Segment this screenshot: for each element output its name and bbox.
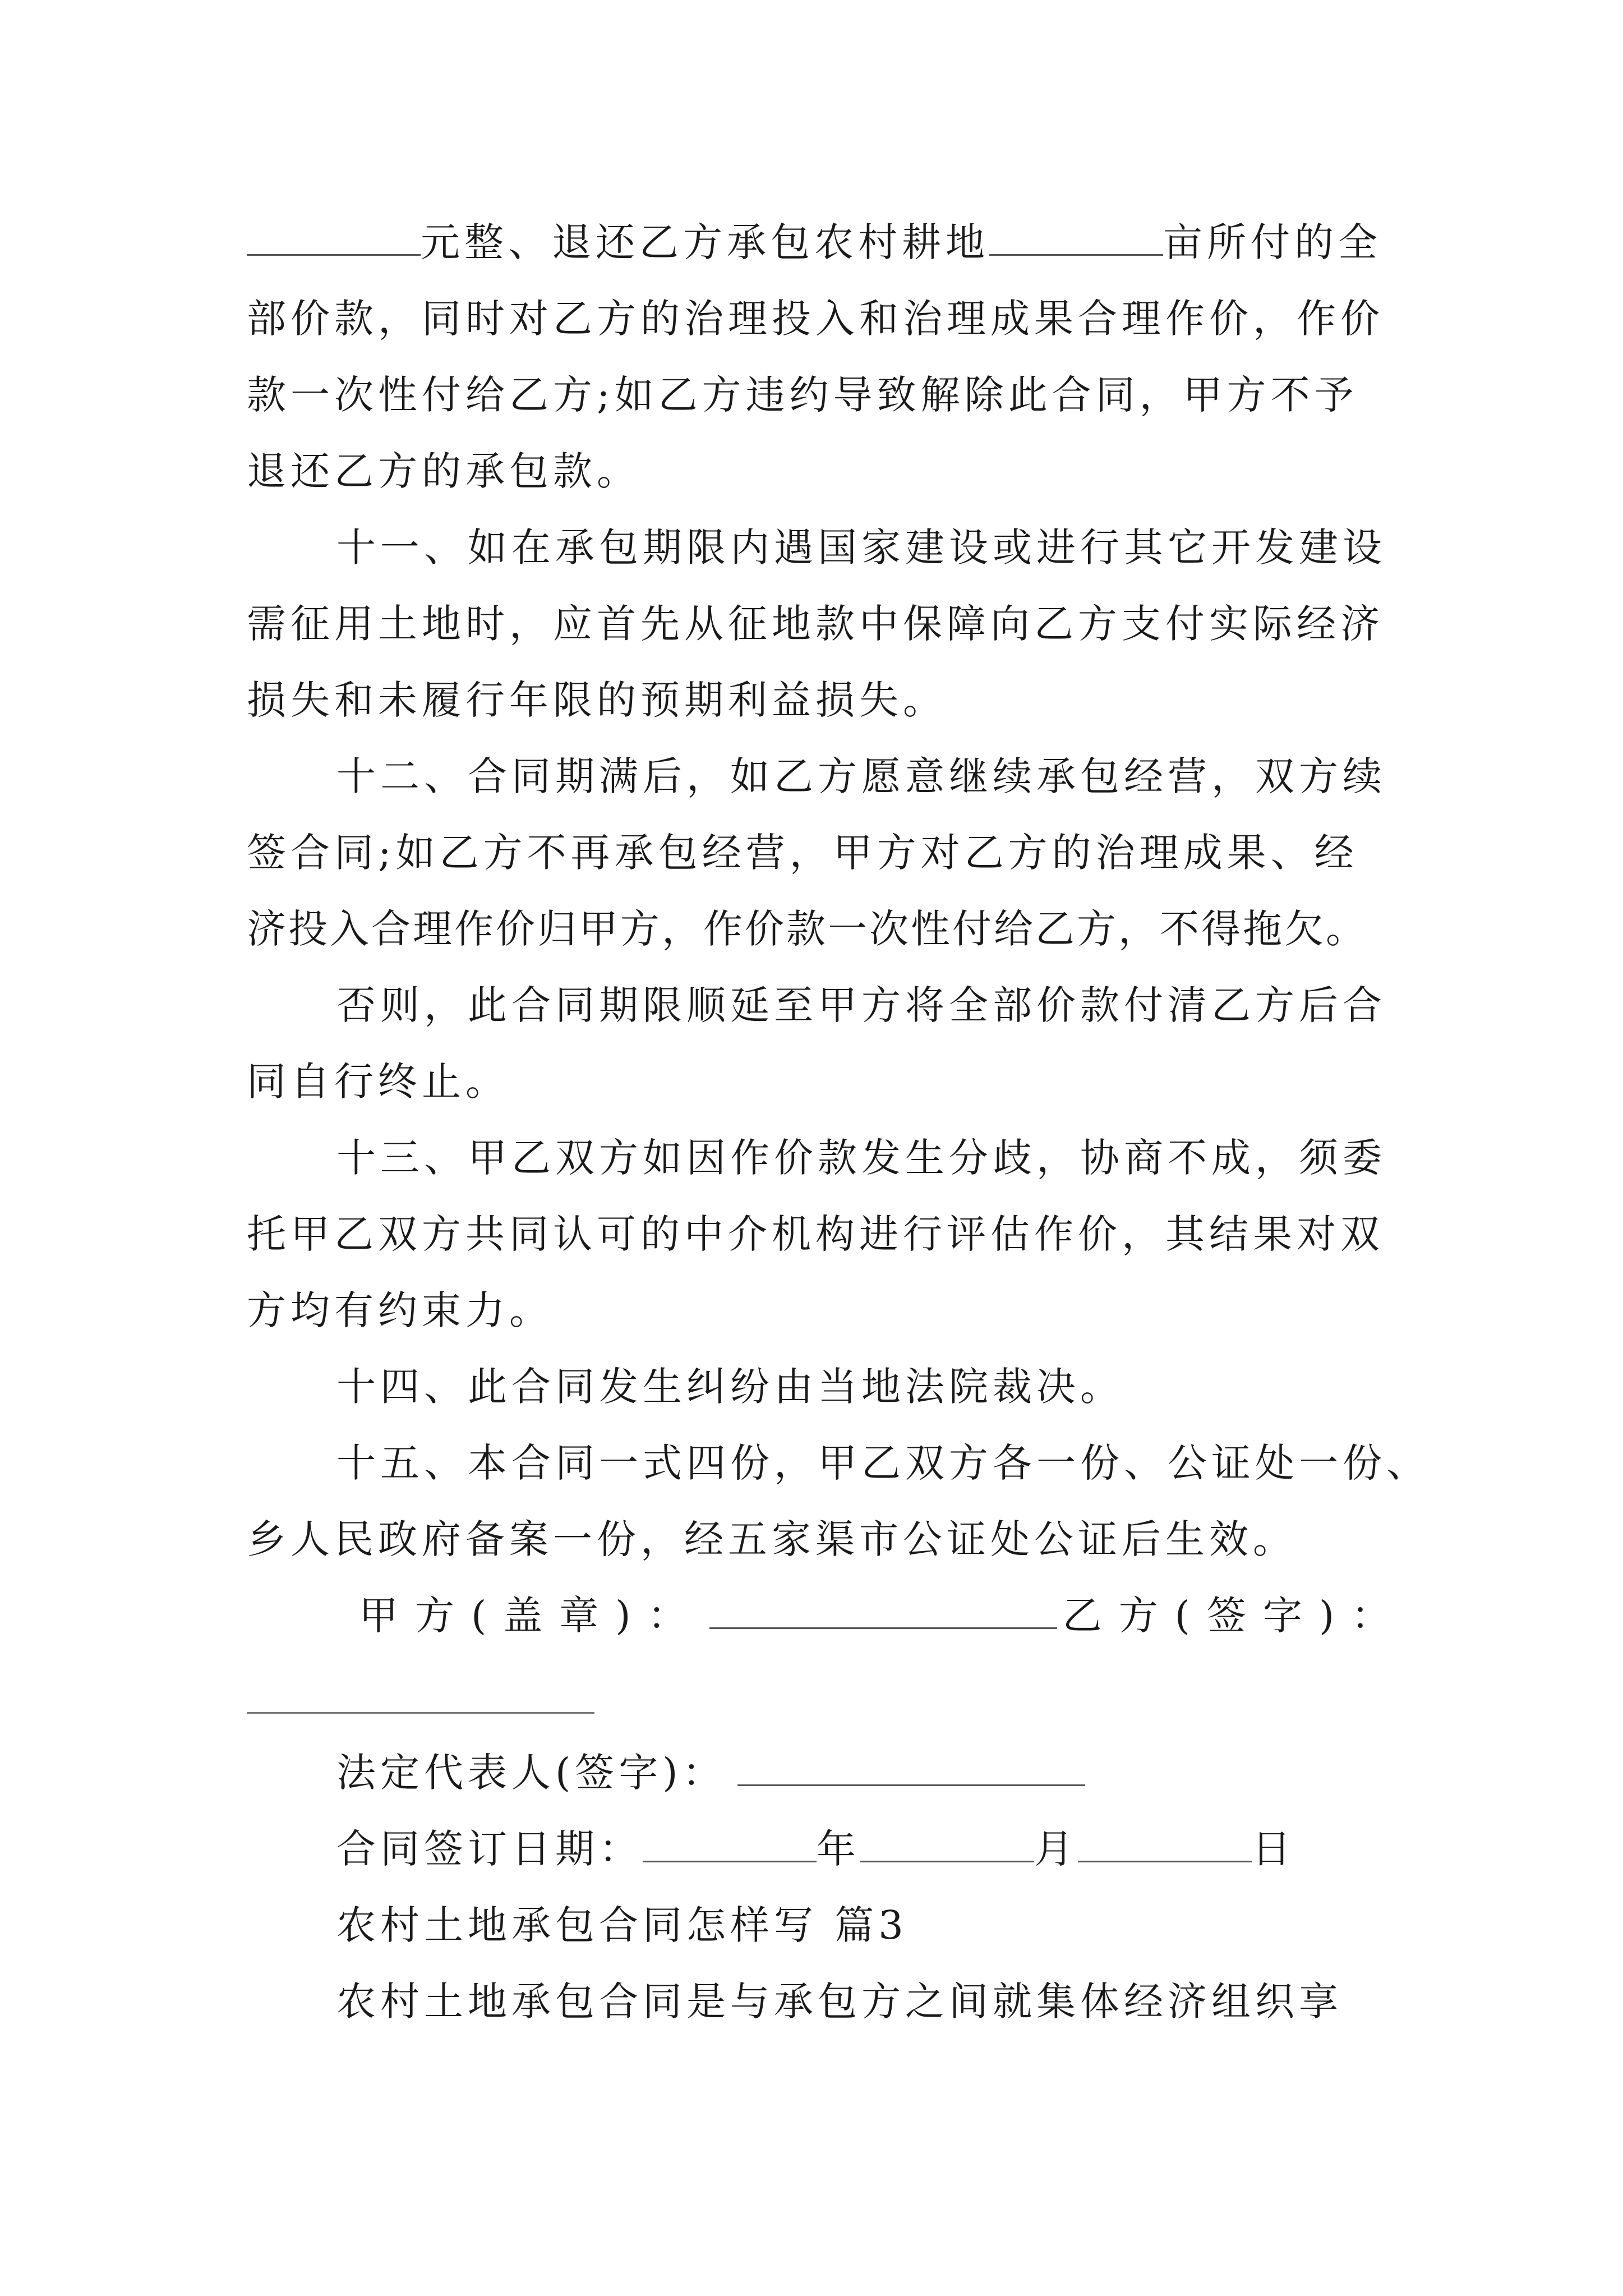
party-a-signature-blank (709, 1588, 1057, 1629)
clause-12-line: 否则，此合同期限顺延至甲方将全部价款付清乙方后合 (336, 982, 1386, 1028)
legal-rep-label: 法定代表人(签字)： (336, 1750, 726, 1796)
year-blank (643, 1821, 817, 1862)
day-blank (1078, 1821, 1252, 1862)
paragraph-line: 部价款，同时对乙方的治理投入和治理成果合理作价，作价 (247, 296, 1384, 342)
clause-13-line: 托甲乙双方共同认可的中介机构进行评估作价，其结果对双 (247, 1211, 1384, 1257)
signature-row (359, 1582, 1408, 1649)
month-blank (860, 1821, 1034, 1862)
paragraph-line: 款一次性付给乙方;如乙方违约导致解除此合同，甲方不予 (247, 372, 1358, 418)
clause-13-line: 十三、甲乙双方如因作价款发生分歧，协商不成，须委 (336, 1135, 1386, 1181)
clause-12-line: 济投入合理作价归甲方，作价款一次性付给乙方，不得拖欠。 (247, 906, 1367, 952)
text-segment: 元整、退还乙方承包农村耕地 (421, 219, 989, 265)
intro-line: 农村土地承包合同是与承包方之间就集体经济组织享 (336, 1978, 1343, 2024)
blank-amount (247, 215, 421, 256)
clause-13-line: 方均有约束力。 (247, 1287, 553, 1333)
day-label: 日 (1252, 1826, 1295, 1872)
party-b-signature-blank (247, 1712, 594, 1714)
paragraph-line (247, 209, 1380, 276)
blank-acreage (989, 215, 1163, 256)
clause-12-line: 签合同;如乙方不再承包经营，甲方对乙方的治理成果、经 (247, 830, 1358, 876)
clause-15-line: 乡人民政府备案一份，经五家渠市公证处公证后生效。 (247, 1516, 1297, 1562)
clause-11-line: 十一、如在承包期限内遇国家建设或进行其它开发建设 (336, 524, 1386, 570)
clause-15-line: 十五、本合同一式四份，甲乙双方各一份、公证处一份、 (336, 1440, 1430, 1486)
text-segment: 亩所付的全 (1163, 219, 1382, 265)
paragraph-line: 退还乙方的承包款。 (247, 448, 640, 494)
clause-11-line: 损失和未履行年限的预期利益损失。 (247, 677, 947, 723)
clause-12-line: 同自行终止。 (247, 1059, 509, 1105)
legal-rep-row (336, 1739, 1380, 1806)
legal-rep-signature-blank (737, 1745, 1085, 1786)
section-heading: 农村土地承包合同怎样写 篇3 (336, 1902, 908, 1948)
month-label: 月 (1034, 1826, 1078, 1872)
date-label: 合同签订日期： (336, 1826, 643, 1872)
year-label: 年 (817, 1826, 860, 1872)
clause-12-line: 十二、合同期满后，如乙方愿意继续承包经营，双方续 (336, 753, 1386, 799)
signing-date-row (336, 1815, 1380, 1883)
clause-11-line: 需征用土地时，应首先从征地款中保障向乙方支付实际经济 (247, 601, 1384, 647)
party-a-label: 甲方(盖章)： (359, 1593, 704, 1639)
party-b-label: 乙方(签字)： (1062, 1593, 1408, 1639)
clause-14-line: 十四、此合同发生纠纷由当地法院裁决。 (336, 1364, 1124, 1410)
